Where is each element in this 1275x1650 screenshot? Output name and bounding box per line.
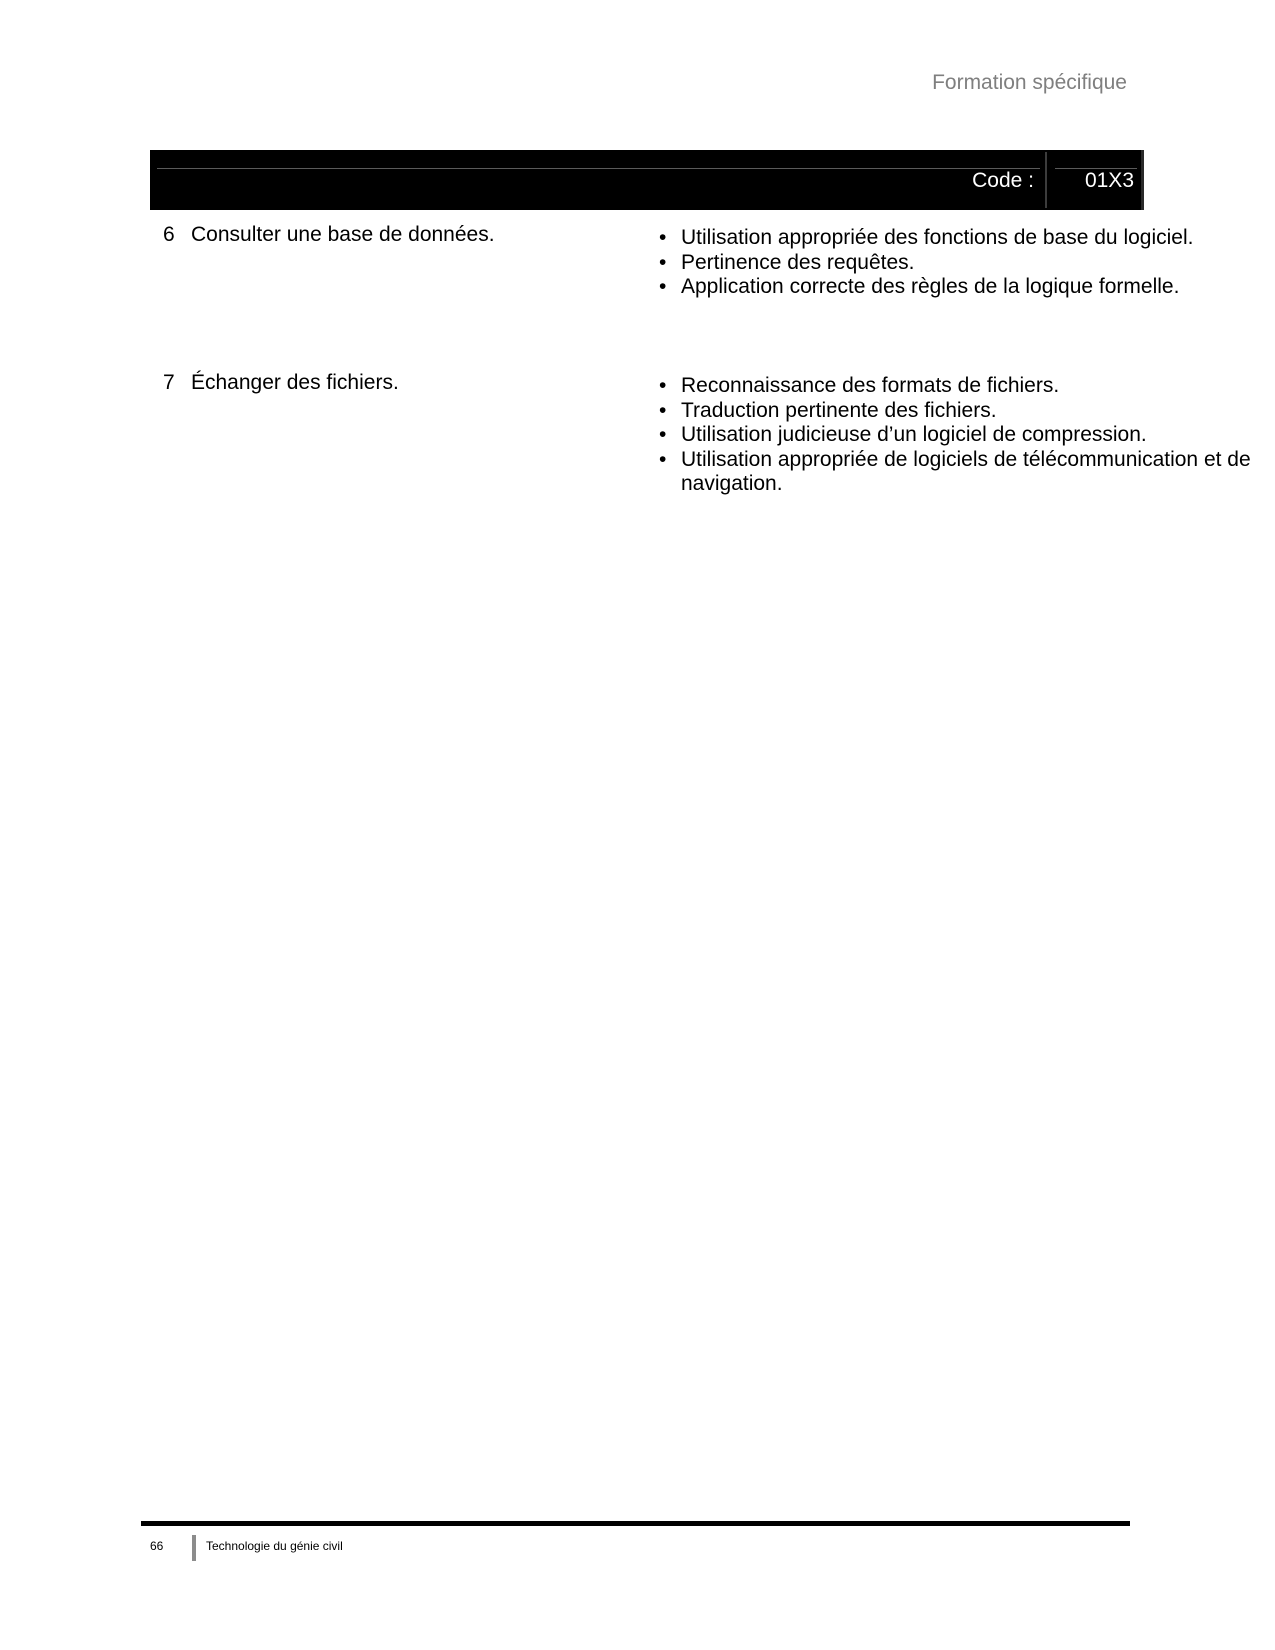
code-bar-divider <box>1045 152 1047 208</box>
code-bar <box>150 150 1144 210</box>
bullet-icon: • <box>659 374 667 397</box>
footer-separator <box>192 1535 196 1561</box>
element-number: 7 <box>163 371 175 394</box>
bullet-icon: • <box>659 275 667 298</box>
criterion-text: Traduction pertinente des fichiers. <box>681 398 997 422</box>
footer-document-title: Technologie du génie civil <box>206 1539 343 1553</box>
criterion-text: Utilisation appropriée de logiciels de télécommunication et de navigation. <box>681 447 1251 495</box>
bullet-icon: • <box>659 447 667 471</box>
code-label: Code : <box>972 169 1034 192</box>
element-number: 6 <box>163 223 175 246</box>
performance-criteria-list <box>655 226 1275 300</box>
criterion-item <box>655 251 1275 276</box>
criterion-text: Pertinence des requêtes. <box>681 250 915 274</box>
criterion-text: Utilisation appropriée des fonctions de base du logiciel. <box>681 226 1194 249</box>
element-text: Consulter une base de données. <box>191 223 495 246</box>
performance-criteria-list <box>655 374 1275 497</box>
criterion-text: Reconnaissance des formats de fichiers. <box>681 374 1060 397</box>
criterion-item <box>655 448 1275 497</box>
element-text: Échanger des fichiers. <box>191 371 399 394</box>
criterion-text: Utilisation judicieuse d’un logiciel de compression. <box>681 423 1147 446</box>
page-number: 66 <box>150 1539 164 1553</box>
criterion-item <box>655 226 1275 251</box>
code-bar-edge <box>1141 150 1144 210</box>
bullet-icon: • <box>659 398 667 422</box>
code-bar-rule <box>157 168 1040 169</box>
code-value: 01X3 <box>1084 169 1134 192</box>
bullet-icon: • <box>659 250 667 274</box>
footer-rule <box>141 1521 1130 1526</box>
criterion-item <box>655 399 1275 424</box>
criterion-item <box>655 275 1275 300</box>
bullet-icon: • <box>659 423 667 446</box>
element-of-competency <box>163 371 633 395</box>
running-header: Formation spécifique <box>932 71 1127 94</box>
criterion-text: Application correcte des règles de la logique formelle. <box>681 275 1180 298</box>
bullet-icon: • <box>659 226 667 249</box>
criterion-item <box>655 374 1275 399</box>
element-of-competency <box>163 223 633 247</box>
criterion-item <box>655 423 1275 448</box>
